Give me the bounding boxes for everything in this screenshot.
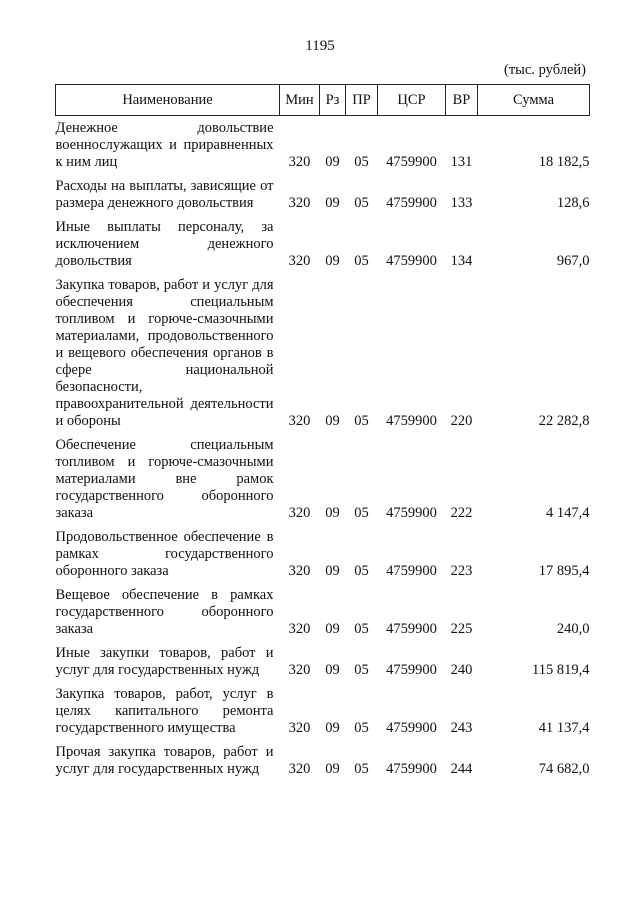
row-rz: 09	[325, 413, 340, 429]
table-row	[56, 638, 590, 679]
row-pr: 05	[354, 195, 369, 211]
row-rz: 09	[325, 563, 340, 579]
row-pr: 05	[354, 505, 369, 521]
row-rz: 09	[325, 195, 340, 211]
table-row	[56, 212, 590, 270]
row-csr: 4759900	[386, 720, 437, 736]
row-csr: 4759900	[386, 154, 437, 170]
row-vr: 220	[450, 413, 473, 429]
row-sum: 115 819,4	[532, 662, 590, 678]
row-name: Прочая закупка товаров, работ и услуг для государственных нужд	[55, 744, 274, 777]
table-header-row	[56, 85, 590, 116]
table-row	[56, 737, 590, 778]
row-csr: 4759900	[386, 662, 437, 678]
row-vr: 225	[450, 621, 473, 637]
row-csr: 4759900	[386, 253, 437, 269]
row-rz: 09	[325, 761, 340, 777]
row-sum: 17 895,4	[538, 563, 590, 579]
row-pr: 05	[354, 563, 369, 579]
table-row	[56, 116, 590, 172]
header-name: Наименование	[56, 85, 280, 116]
row-rz: 09	[325, 154, 340, 170]
row-name: Иные выплаты персоналу, за исключением денежного довольствия	[55, 219, 274, 269]
row-pr: 05	[354, 154, 369, 170]
row-pr: 05	[354, 720, 369, 736]
header-pr: ПР	[346, 85, 378, 116]
table-row	[56, 522, 590, 580]
header-csr: ЦСР	[378, 85, 446, 116]
row-name: Закупка товаров, работ, услуг в целях капитального ремонта государственного имущества	[55, 686, 274, 736]
header-rz: Рз	[320, 85, 346, 116]
row-sum: 22 282,8	[538, 413, 590, 429]
row-sum: 967,0	[556, 253, 590, 269]
row-vr: 131	[450, 154, 473, 170]
row-min: 320	[288, 413, 311, 429]
row-pr: 05	[354, 621, 369, 637]
row-sum: 128,6	[556, 195, 590, 211]
row-pr: 05	[354, 662, 369, 678]
row-min: 320	[288, 563, 311, 579]
row-min: 320	[288, 621, 311, 637]
row-rz: 09	[325, 253, 340, 269]
row-csr: 4759900	[386, 505, 437, 521]
budget-table	[55, 84, 590, 778]
row-vr: 134	[450, 253, 473, 269]
row-name: Иные закупки товаров, работ и услуг для государственных нужд	[55, 645, 274, 678]
row-sum: 74 682,0	[538, 761, 590, 777]
row-name-cell	[56, 212, 280, 270]
row-name: Обеспечение специальным топливом и горюче-смазочными материалами вне рамок государственного оборонного заказа	[55, 437, 274, 521]
header-min: Мин	[280, 85, 320, 116]
row-name-cell	[56, 116, 280, 172]
row-vr: 223	[450, 563, 473, 579]
row-name-cell	[56, 737, 280, 778]
table-row	[56, 430, 590, 522]
row-vr: 243	[450, 720, 473, 736]
row-csr: 4759900	[386, 195, 437, 211]
table-row	[56, 580, 590, 638]
row-name-cell	[56, 430, 280, 522]
row-name-cell	[56, 270, 280, 430]
header-sum: Сумма	[478, 85, 590, 116]
row-vr: 133	[450, 195, 473, 211]
units-label: (тыс. рублей)	[504, 62, 586, 78]
row-name-cell	[56, 580, 280, 638]
row-pr: 05	[354, 253, 369, 269]
row-min: 320	[288, 505, 311, 521]
header-vr: ВР	[446, 85, 478, 116]
row-rz: 09	[325, 662, 340, 678]
row-sum: 18 182,5	[538, 154, 590, 170]
row-name-cell	[56, 522, 280, 580]
table-row	[56, 171, 590, 212]
row-min: 320	[288, 195, 311, 211]
row-csr: 4759900	[386, 413, 437, 429]
row-min: 320	[288, 761, 311, 777]
row-rz: 09	[325, 720, 340, 736]
row-pr: 05	[354, 413, 369, 429]
page-number: 1195	[305, 38, 335, 54]
row-csr: 4759900	[386, 621, 437, 637]
row-name-cell	[56, 679, 280, 737]
row-csr: 4759900	[386, 563, 437, 579]
row-sum: 41 137,4	[538, 720, 590, 736]
table-row	[56, 679, 590, 737]
row-name-cell	[56, 171, 280, 212]
row-name: Продовольственное обеспечение в рамках государственного оборонного заказа	[55, 529, 274, 579]
row-min: 320	[288, 662, 311, 678]
row-min: 320	[288, 720, 311, 736]
row-vr: 240	[450, 662, 473, 678]
row-pr: 05	[354, 761, 369, 777]
row-rz: 09	[325, 505, 340, 521]
row-rz: 09	[325, 621, 340, 637]
row-csr: 4759900	[386, 761, 437, 777]
row-vr: 222	[450, 505, 473, 521]
row-name-cell	[56, 638, 280, 679]
row-name: Вещевое обеспечение в рамках государственного оборонного заказа	[55, 587, 274, 637]
row-min: 320	[288, 154, 311, 170]
row-sum: 240,0	[556, 621, 590, 637]
row-sum: 4 147,4	[546, 505, 590, 521]
row-name: Закупка товаров, работ и услуг для обеспечения специальным топливом и горюче-смазочными материалами, продовольственного и вещевого обеспечения органов в сфере национальной безопасности, правоохранительной деятельности и обороны	[55, 277, 274, 429]
row-min: 320	[288, 253, 311, 269]
row-name: Денежное довольствие военнослужащих и приравненных к ним лиц	[55, 120, 274, 170]
row-vr: 244	[450, 761, 473, 777]
row-name: Расходы на выплаты, зависящие от размера денежного довольствия	[55, 178, 274, 211]
table-row	[56, 270, 590, 430]
